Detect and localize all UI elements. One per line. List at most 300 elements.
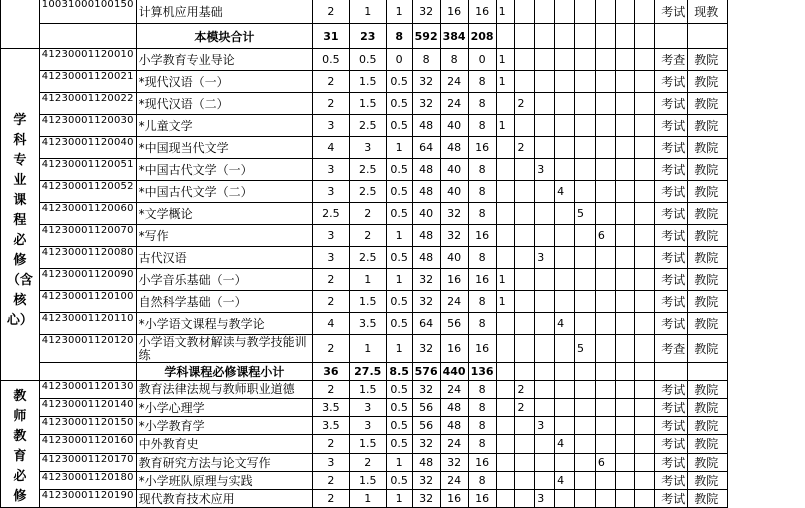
- course-code: 41230001120090: [39, 269, 136, 291]
- semester-2-cell: 2: [515, 399, 535, 417]
- practice-hours-cell: 16: [468, 453, 496, 471]
- course-name: 中外教育史: [136, 435, 312, 453]
- semester-6-cell: 6: [595, 225, 615, 247]
- category-char: 心）: [6, 313, 33, 328]
- semester-6-cell: [595, 417, 615, 435]
- semester-8-cell: [635, 381, 655, 399]
- semester-3-cell: [535, 115, 555, 137]
- exam-type: 考试: [655, 435, 688, 453]
- theory-hours-cell: 40: [440, 247, 468, 269]
- category-char: 学: [13, 113, 27, 128]
- practice-credits-cell: 0.5: [386, 247, 412, 269]
- semester-7-cell: [615, 225, 635, 247]
- semester-6-cell: [595, 203, 615, 225]
- semester-1-cell: [496, 335, 515, 363]
- blank-dept-cell: [688, 363, 728, 381]
- total-hours-cell: 32: [412, 71, 440, 93]
- credits-cell: 4: [313, 313, 350, 335]
- course-code: 41230001120060: [39, 203, 136, 225]
- table-row: [1, 115, 805, 137]
- subtotal-value: 27.5: [349, 363, 386, 381]
- course-name: *小学语文课程与教学论: [136, 313, 312, 335]
- table-row: [1, 71, 805, 93]
- semester-3-cell: [535, 49, 555, 71]
- course-name: 计算机应用基础: [136, 0, 312, 24]
- department: 教院: [688, 269, 728, 291]
- department: 教院: [688, 489, 728, 507]
- semester-7-cell: [615, 159, 635, 181]
- semester-5-cell: [575, 471, 596, 489]
- course-code: 41230001120170: [39, 453, 136, 471]
- semester-2-cell: [515, 291, 535, 313]
- semester-6-cell: [595, 381, 615, 399]
- course-name: *文学概论: [136, 203, 312, 225]
- total-hours-cell: 64: [412, 137, 440, 159]
- theory-hours-cell: 16: [440, 0, 468, 24]
- semester-4-cell: [555, 0, 575, 24]
- theory-credits-cell: 0.5: [349, 49, 386, 71]
- semester-5-cell: [575, 381, 596, 399]
- table-row: [1, 159, 805, 181]
- semester-6-cell: [595, 335, 615, 363]
- course-code: 41230001120190: [39, 489, 136, 507]
- semester-4-cell: [555, 203, 575, 225]
- category-char: 科: [13, 133, 27, 148]
- theory-hours-cell: 16: [440, 335, 468, 363]
- semester-8-cell: [635, 291, 655, 313]
- category-char: 教: [13, 389, 27, 404]
- semester-8-cell: [635, 0, 655, 24]
- credits-cell: 0.5: [313, 49, 350, 71]
- category-label-prev: [1, 0, 40, 49]
- practice-credits-cell: 0.5: [386, 399, 412, 417]
- department: 教院: [688, 115, 728, 137]
- theory-hours-cell: 8: [440, 49, 468, 71]
- department: 教院: [688, 71, 728, 93]
- theory-hours-cell: 32: [440, 203, 468, 225]
- table-row: [1, 435, 805, 453]
- semester-7-cell: [615, 0, 635, 24]
- exam-type: 考试: [655, 417, 688, 435]
- blank-code-cell: [39, 363, 136, 381]
- practice-credits-cell: 1: [386, 489, 412, 507]
- semester-7-cell: [615, 417, 635, 435]
- total-hours-cell: 64: [412, 313, 440, 335]
- practice-hours-cell: 8: [468, 71, 496, 93]
- semester-3-cell: [535, 137, 555, 159]
- total-hours-cell: 48: [412, 453, 440, 471]
- practice-hours-cell: 16: [468, 0, 496, 24]
- practice-hours-cell: 8: [468, 313, 496, 335]
- semester-3-cell: [535, 381, 555, 399]
- category-char: 课: [13, 193, 27, 208]
- category-char: 业: [13, 173, 27, 188]
- practice-credits-cell: 0.5: [386, 381, 412, 399]
- exam-type: 考试: [655, 381, 688, 399]
- semester-5-cell: [575, 115, 596, 137]
- course-code: 41230001120080: [39, 247, 136, 269]
- semester-2-cell: [515, 471, 535, 489]
- theory-credits-cell: 1.5: [349, 381, 386, 399]
- practice-credits-cell: 0.5: [386, 417, 412, 435]
- subtotal-value: 31: [313, 24, 350, 49]
- exam-type: 考试: [655, 225, 688, 247]
- credits-cell: 2: [313, 93, 350, 115]
- blank-semester-cell: [515, 24, 535, 49]
- semester-2-cell: 2: [515, 93, 535, 115]
- semester-8-cell: [635, 93, 655, 115]
- semester-2-cell: [515, 203, 535, 225]
- semester-8-cell: [635, 435, 655, 453]
- course-name: 小学教育专业导论: [136, 49, 312, 71]
- table-row: [1, 269, 805, 291]
- semester-3-cell: [535, 335, 555, 363]
- semester-1-cell: 1: [496, 0, 515, 24]
- department: 教院: [688, 247, 728, 269]
- course-name: *小学班队原理与实践: [136, 471, 312, 489]
- theory-hours-cell: 32: [440, 453, 468, 471]
- practice-hours-cell: 8: [468, 399, 496, 417]
- semester-1-cell: [496, 159, 515, 181]
- course-name: 小学语文教材解读与教学技能训练: [136, 335, 312, 363]
- semester-2-cell: [515, 453, 535, 471]
- theory-credits-cell: 2: [349, 225, 386, 247]
- semester-7-cell: [615, 269, 635, 291]
- blank-semester-cell: [635, 363, 655, 381]
- table-row: [1, 417, 805, 435]
- course-name: 教育法律法规与教师职业道德: [136, 381, 312, 399]
- semester-7-cell: [615, 291, 635, 313]
- exam-type: 考查: [655, 335, 688, 363]
- department: 教院: [688, 435, 728, 453]
- semester-3-cell: [535, 225, 555, 247]
- subtotal-value: 576: [412, 363, 440, 381]
- semester-3-cell: [535, 313, 555, 335]
- semester-7-cell: [615, 49, 635, 71]
- semester-6-cell: [595, 93, 615, 115]
- theory-credits-cell: 3.5: [349, 313, 386, 335]
- semester-4-cell: [555, 291, 575, 313]
- semester-5-cell: 5: [575, 203, 596, 225]
- semester-2-cell: [515, 269, 535, 291]
- theory-credits-cell: 1.5: [349, 471, 386, 489]
- course-name: *中国现当代文学: [136, 137, 312, 159]
- semester-1-cell: [496, 417, 515, 435]
- semester-8-cell: [635, 225, 655, 247]
- total-hours-cell: 40: [412, 203, 440, 225]
- semester-7-cell: [615, 115, 635, 137]
- semester-4-cell: [555, 269, 575, 291]
- credits-cell: 2: [313, 0, 350, 24]
- course-name: *现代汉语（二）: [136, 93, 312, 115]
- category-char: 专: [13, 153, 27, 168]
- credits-cell: 3: [313, 159, 350, 181]
- semester-1-cell: [496, 399, 515, 417]
- practice-credits-cell: 1: [386, 453, 412, 471]
- semester-4-cell: [555, 49, 575, 71]
- semester-1-cell: [496, 225, 515, 247]
- course-code: 10031000100150: [39, 0, 136, 24]
- semester-4-cell: [555, 137, 575, 159]
- credits-cell: 2: [313, 335, 350, 363]
- department: 教院: [688, 399, 728, 417]
- semester-6-cell: [595, 247, 615, 269]
- semester-4-cell: 4: [555, 181, 575, 203]
- practice-hours-cell: 16: [468, 335, 496, 363]
- total-hours-cell: 32: [412, 381, 440, 399]
- semester-2-cell: [515, 49, 535, 71]
- semester-2-cell: [515, 181, 535, 203]
- credits-cell: 3: [313, 453, 350, 471]
- course-name: *写作: [136, 225, 312, 247]
- subtotal-value: 36: [313, 363, 350, 381]
- course-name: *现代汉语（一）: [136, 71, 312, 93]
- semester-7-cell: [615, 247, 635, 269]
- practice-credits-cell: 0.5: [386, 203, 412, 225]
- semester-2-cell: [515, 417, 535, 435]
- credits-cell: 3.5: [313, 417, 350, 435]
- blank-semester-cell: [515, 363, 535, 381]
- semester-6-cell: [595, 181, 615, 203]
- semester-6-cell: [595, 435, 615, 453]
- practice-hours-cell: 8: [468, 115, 496, 137]
- semester-4-cell: [555, 71, 575, 93]
- credits-cell: 3: [313, 225, 350, 247]
- theory-hours-cell: 24: [440, 291, 468, 313]
- semester-2-cell: [515, 0, 535, 24]
- semester-5-cell: 5: [575, 335, 596, 363]
- course-code: 41230001120030: [39, 115, 136, 137]
- department: 教院: [688, 313, 728, 335]
- exam-type: 考试: [655, 71, 688, 93]
- semester-1-cell: [496, 381, 515, 399]
- semester-5-cell: [575, 247, 596, 269]
- credits-cell: 2: [313, 471, 350, 489]
- blank-semester-cell: [615, 363, 635, 381]
- practice-hours-cell: 8: [468, 247, 496, 269]
- category-char: 核: [13, 293, 27, 308]
- department: 教院: [688, 49, 728, 71]
- semester-5-cell: [575, 71, 596, 93]
- semester-1-cell: [496, 181, 515, 203]
- theory-credits-cell: 2: [349, 453, 386, 471]
- semester-1-cell: 1: [496, 269, 515, 291]
- semester-5-cell: [575, 453, 596, 471]
- total-hours-cell: 32: [412, 93, 440, 115]
- semester-5-cell: [575, 399, 596, 417]
- semester-6-cell: [595, 313, 615, 335]
- blank-dept-cell: [688, 24, 728, 49]
- practice-credits-cell: 0.5: [386, 471, 412, 489]
- total-hours-cell: 32: [412, 291, 440, 313]
- practice-hours-cell: 8: [468, 93, 496, 115]
- category-char: 教: [13, 429, 27, 444]
- semester-5-cell: [575, 435, 596, 453]
- semester-3-cell: [535, 181, 555, 203]
- credits-cell: 3: [313, 247, 350, 269]
- theory-credits-cell: 1: [349, 269, 386, 291]
- subtotal-value: 23: [349, 24, 386, 49]
- semester-5-cell: [575, 49, 596, 71]
- exam-type: 考试: [655, 471, 688, 489]
- theory-credits-cell: 1: [349, 0, 386, 24]
- blank-semester-cell: [595, 363, 615, 381]
- semester-5-cell: [575, 93, 596, 115]
- department: 教院: [688, 181, 728, 203]
- semester-3-cell: [535, 471, 555, 489]
- subtotal-row: [1, 24, 805, 49]
- theory-hours-cell: 48: [440, 137, 468, 159]
- course-name: 现代教育技术应用: [136, 489, 312, 507]
- table-row: [1, 335, 805, 363]
- semester-1-cell: 1: [496, 71, 515, 93]
- credits-cell: 3.5: [313, 399, 350, 417]
- practice-credits-cell: 1: [386, 225, 412, 247]
- course-name: *儿童文学: [136, 115, 312, 137]
- practice-hours-cell: 16: [468, 489, 496, 507]
- theory-credits-cell: 1: [349, 489, 386, 507]
- total-hours-cell: 56: [412, 417, 440, 435]
- semester-1-cell: [496, 203, 515, 225]
- credits-cell: 2: [313, 71, 350, 93]
- semester-3-cell: [535, 453, 555, 471]
- semester-4-cell: [555, 115, 575, 137]
- semester-7-cell: [615, 471, 635, 489]
- course-code: 41230001120100: [39, 291, 136, 313]
- course-name: *小学教育学: [136, 417, 312, 435]
- theory-hours-cell: 56: [440, 313, 468, 335]
- semester-7-cell: [615, 435, 635, 453]
- semester-2-cell: 2: [515, 381, 535, 399]
- practice-hours-cell: 8: [468, 381, 496, 399]
- semester-4-cell: [555, 417, 575, 435]
- semester-8-cell: [635, 137, 655, 159]
- semester-5-cell: [575, 313, 596, 335]
- table-row: [1, 247, 805, 269]
- practice-hours-cell: 8: [468, 203, 496, 225]
- semester-4-cell: [555, 381, 575, 399]
- course-code: 41230001120160: [39, 435, 136, 453]
- exam-type: 考试: [655, 269, 688, 291]
- theory-hours-cell: 32: [440, 225, 468, 247]
- exam-type: 考试: [655, 291, 688, 313]
- table-row: [1, 0, 805, 24]
- total-hours-cell: 56: [412, 399, 440, 417]
- table-row: [1, 313, 805, 335]
- exam-type: 考试: [655, 489, 688, 507]
- theory-hours-cell: 24: [440, 381, 468, 399]
- semester-8-cell: [635, 247, 655, 269]
- course-code: 41230001120140: [39, 399, 136, 417]
- theory-credits-cell: 2: [349, 203, 386, 225]
- semester-7-cell: [615, 137, 635, 159]
- theory-credits-cell: 1: [349, 335, 386, 363]
- theory-hours-cell: 40: [440, 159, 468, 181]
- theory-credits-cell: 3: [349, 417, 386, 435]
- exam-type: 考试: [655, 181, 688, 203]
- department: 教院: [688, 93, 728, 115]
- semester-3-cell: [535, 0, 555, 24]
- course-code: 41230001120021: [39, 71, 136, 93]
- semester-4-cell: [555, 93, 575, 115]
- course-code: 41230001120022: [39, 93, 136, 115]
- semester-5-cell: [575, 181, 596, 203]
- semester-3-cell: [535, 203, 555, 225]
- table-row: [1, 203, 805, 225]
- semester-8-cell: [635, 335, 655, 363]
- department: 教院: [688, 335, 728, 363]
- theory-hours-cell: 24: [440, 93, 468, 115]
- total-hours-cell: 48: [412, 159, 440, 181]
- table-row: [1, 181, 805, 203]
- semester-6-cell: [595, 49, 615, 71]
- semester-8-cell: [635, 313, 655, 335]
- semester-2-cell: [515, 247, 535, 269]
- theory-hours-cell: 16: [440, 269, 468, 291]
- table-row: [1, 291, 805, 313]
- course-code: 41230001120070: [39, 225, 136, 247]
- practice-hours-cell: 8: [468, 181, 496, 203]
- theory-hours-cell: 24: [440, 71, 468, 93]
- semester-2-cell: [515, 115, 535, 137]
- credits-cell: 2: [313, 435, 350, 453]
- exam-type: 考试: [655, 159, 688, 181]
- credits-cell: 2.5: [313, 203, 350, 225]
- department: 现教: [688, 0, 728, 24]
- semester-5-cell: [575, 0, 596, 24]
- course-name: 自然科学基础（一）: [136, 291, 312, 313]
- practice-credits-cell: 0.5: [386, 291, 412, 313]
- total-hours-cell: 32: [412, 471, 440, 489]
- semester-2-cell: [515, 435, 535, 453]
- semester-1-cell: 1: [496, 115, 515, 137]
- semester-1-cell: 1: [496, 291, 515, 313]
- category-char: 程: [13, 213, 27, 228]
- semester-7-cell: [615, 313, 635, 335]
- credits-cell: 2: [313, 489, 350, 507]
- credits-cell: 2: [313, 291, 350, 313]
- total-hours-cell: 48: [412, 181, 440, 203]
- theory-hours-cell: 24: [440, 471, 468, 489]
- theory-credits-cell: 2.5: [349, 115, 386, 137]
- exam-type: 考试: [655, 137, 688, 159]
- total-hours-cell: 32: [412, 0, 440, 24]
- practice-credits-cell: 1: [386, 137, 412, 159]
- semester-6-cell: 6: [595, 453, 615, 471]
- exam-type: 考试: [655, 453, 688, 471]
- semester-8-cell: [635, 269, 655, 291]
- semester-2-cell: [515, 159, 535, 181]
- semester-4-cell: [555, 247, 575, 269]
- course-code: 41230001120130: [39, 381, 136, 399]
- semester-4-cell: [555, 159, 575, 181]
- theory-credits-cell: 1.5: [349, 291, 386, 313]
- category-char: 师: [13, 409, 27, 424]
- semester-5-cell: [575, 291, 596, 313]
- course-name: 小学音乐基础（一）: [136, 269, 312, 291]
- department: 教院: [688, 291, 728, 313]
- course-name: *中国古代文学（一）: [136, 159, 312, 181]
- practice-hours-cell: 16: [468, 269, 496, 291]
- semester-8-cell: [635, 49, 655, 71]
- department: 教院: [688, 381, 728, 399]
- semester-8-cell: [635, 181, 655, 203]
- subtotal-value: 8: [386, 24, 412, 49]
- semester-2-cell: [515, 335, 535, 363]
- theory-credits-cell: 2.5: [349, 181, 386, 203]
- blank-semester-cell: [496, 24, 515, 49]
- semester-8-cell: [635, 417, 655, 435]
